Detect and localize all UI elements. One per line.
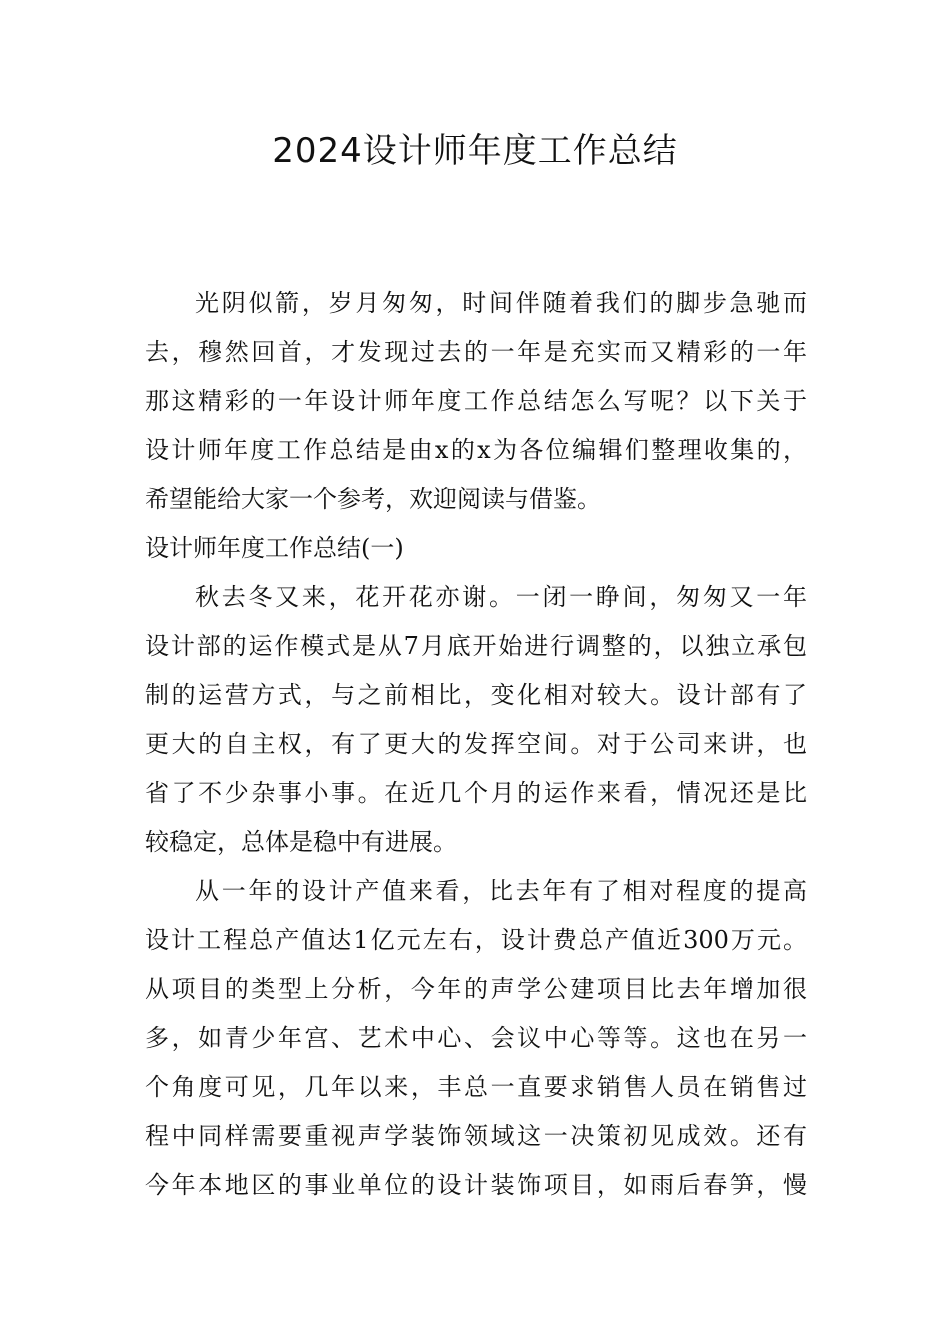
document-title: 2024设计师年度工作总结 [272, 131, 678, 171]
text-line: 秋去冬又来，花开花亦谢。一闭一睁间，匆匆又一年 [195, 583, 807, 611]
text-line: 今年本地区的事业单位的设计装饰项目，如雨后春笋，慢 [145, 1171, 807, 1199]
paragraph-section-2 [145, 867, 807, 1210]
text-line: 去，穆然回首，才发现过去的一年是充实而又精彩的一年 [145, 338, 807, 366]
text-line: 光阴似箭，岁月匆匆，时间伴随着我们的脚步急驰而 [195, 289, 807, 317]
text-line: 希望能给大家一个参考，欢迎阅读与借鉴。 [145, 485, 601, 513]
document-body [145, 279, 807, 1210]
text-line: 多，如青少年宫、艺术中心、会议中心等等。这也在另一 [145, 1024, 807, 1052]
section-heading [145, 524, 807, 573]
text-line: 更大的自主权，有了更大的发挥空间。对于公司来讲，也 [145, 730, 807, 758]
section-heading-text: 设计师年度工作总结(一) [145, 534, 404, 562]
text-line: 省了不少杂事小事。在近几个月的运作来看，情况还是比 [145, 779, 807, 807]
text-line: 较稳定，总体是稳中有进展。 [145, 828, 457, 856]
text-line: 设计部的运作模式是从7月底开始进行调整的，以独立承包 [145, 632, 807, 660]
text-line: 从一年的设计产值来看，比去年有了相对程度的提高 [195, 877, 807, 905]
text-line: 那这精彩的一年设计师年度工作总结怎么写呢？以下关于 [145, 387, 807, 415]
text-line: 设计师年度工作总结是由x的x为各位编辑们整理收集的， [145, 436, 807, 464]
text-line: 个角度可见，几年以来，丰总一直要求销售人员在销售过 [145, 1073, 807, 1101]
text-line: 程中同样需要重视声学装饰领域这一决策初见成效。还有 [145, 1122, 807, 1150]
text-line: 制的运营方式，与之前相比，变化相对较大。设计部有了 [145, 681, 807, 709]
text-line: 设计工程总产值达1亿元左右，设计费总产值近300万元。 [145, 926, 807, 954]
paragraph-section-1 [145, 573, 807, 867]
text-line: 从项目的类型上分析，今年的声学公建项目比去年增加很 [145, 975, 807, 1003]
paragraph-intro [145, 279, 807, 524]
